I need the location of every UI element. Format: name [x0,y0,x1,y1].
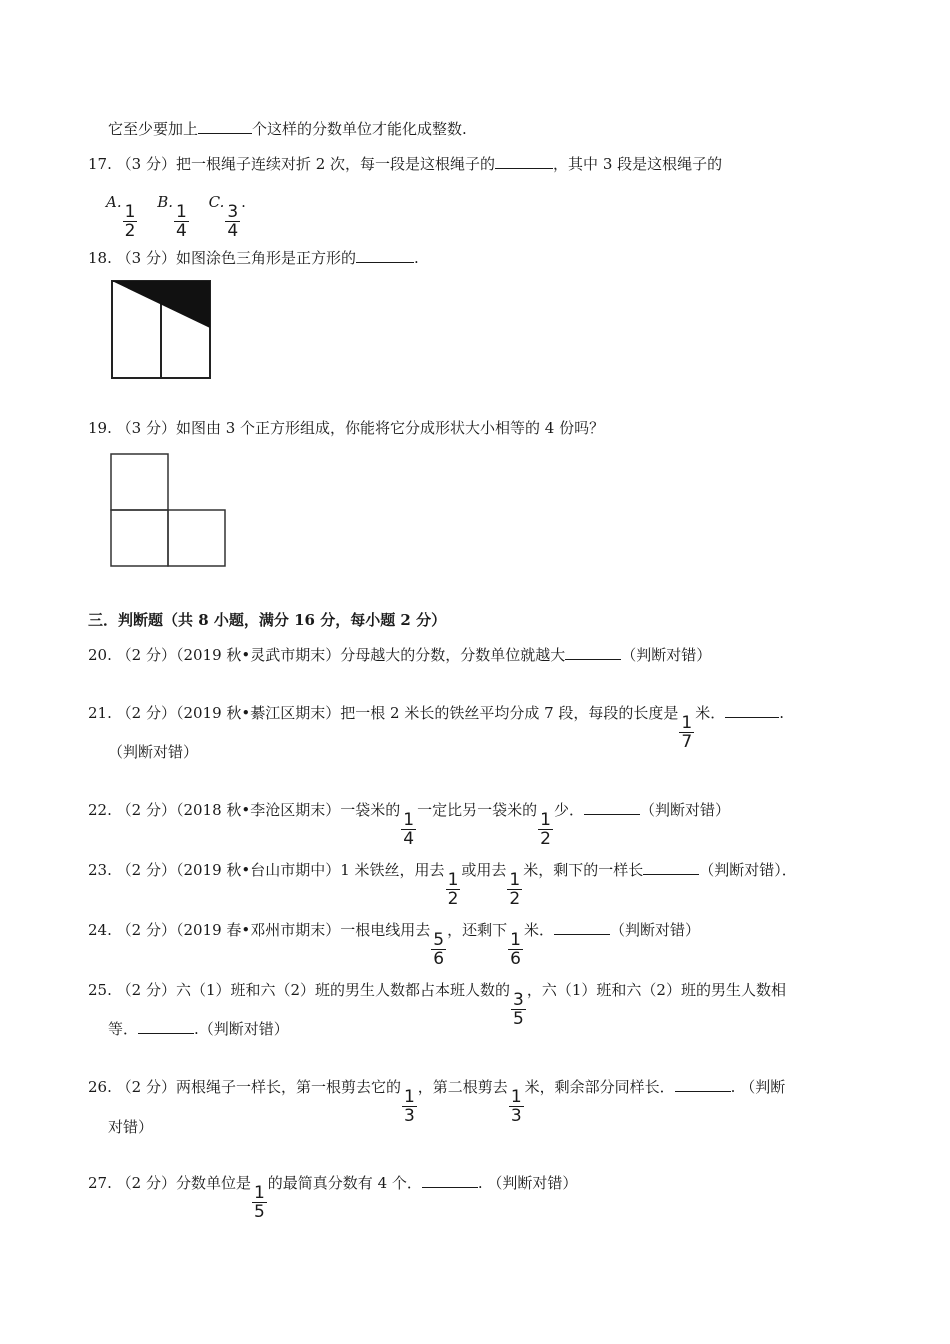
answer-blank[interactable] [422,1173,478,1188]
question-26: 26. （2 分）两根绳子一样长，第一根剪去它的 $\frac{1}{3}$ ，第二根剪去 $\frac{1}{3}$ 米，剩余部分同样长． . （判断 [88,1078,786,1126]
answer-blank[interactable] [138,1019,194,1034]
answer-blank[interactable] [675,1077,731,1092]
option-b[interactable]: B. $\frac{1}{4}$ [157,193,187,241]
fraction: $\frac{1}{2}$ [447,870,459,909]
answer-blank[interactable] [725,703,779,718]
fraction: $\frac{1}{7}$ [681,713,693,752]
question-21: 21. （2 分）（2019 秋•綦江区期末）把一根 2 米长的铁丝平均分成 7 段，每段的长度是 $\frac{1}{7}$ 米． . [88,704,785,752]
option-c[interactable]: C. $\frac{3}{4}$ . [208,193,246,241]
fraction: $\frac{5}{6}$ [433,930,445,969]
answer-blank[interactable] [554,920,610,935]
question-25-cont: 等． .（判断对错） [108,1020,289,1038]
fraction: $\frac{1}{4}$ [176,202,187,241]
bottom-right-square [168,510,225,566]
answer-blank[interactable] [565,645,621,660]
l-shape-figure [110,453,226,567]
answer-blank[interactable] [584,800,640,815]
question-23: 23. （2 分）（2019 秋•台山市期中）1 米铁丝，用去 $\frac{1}{2}$ 或用去 $\frac{1}{2}$ 米，剩下的一样长 （判断对错）． [88,861,797,909]
q16-continuation: 它至少要加上 个这样的分数单位才能化成整数. [108,120,467,138]
fraction: $\frac{1}{3}$ [510,1087,522,1126]
answer-blank[interactable] [495,154,553,169]
question-17: 17. （3 分）把一根绳子连续对折 2 次，每一段是这根绳子的 ，其中 3 段是这根绳子的 [88,155,723,173]
question-22: 22. （2 分）（2018 秋•李沧区期末）一袋米的 $\frac{1}{4}$ 一定比另一袋米的 $\frac{1}{2}$ 少． （判断对错） [88,801,730,849]
fraction: $\frac{1}{6}$ [510,930,521,969]
square-triangle-figure [111,280,211,380]
question-17-options [106,192,260,240]
fraction: $\frac{1}{2}$ [124,202,136,241]
question-25: 25. （2 分）六（1）班和六（2）班的男生人数都占本班人数的 $\frac{3}{5}$ ，六（1）班和六（2）班的男生人数相 [88,981,786,1029]
answer-blank[interactable] [356,248,414,263]
question-18: 18. （3 分）如图涂色三角形是正方形的 . [88,249,419,267]
fraction: $\frac{1}{3}$ [403,1087,415,1126]
fraction: $\frac{3}{4}$ [227,202,239,241]
option-a[interactable]: A. $\frac{1}{2}$ [106,193,136,241]
fraction: $\frac{1}{5}$ [253,1183,265,1222]
question-24: 24. （2 分）（2019 春•邓州市期末）一根电线用去 $\frac{5}{6}$ ，还剩下 $\frac{1}{6}$ 米． （判断对错） [88,921,700,969]
answer-blank[interactable] [198,119,252,134]
fraction: $\frac{3}{5}$ [513,990,524,1029]
question-27: 27. （2 分）分数单位是 $\frac{1}{5}$ 的最简真分数有 4 个． . （判断对错） [88,1174,578,1222]
top-square [111,454,168,510]
fraction: $\frac{1}{2}$ [540,810,551,849]
bottom-left-square [111,510,168,566]
answer-blank[interactable] [643,860,699,875]
question-20: 20. （2 分）（2019 秋•灵武市期末）分母越大的分数，分数单位就越大 （判断对错） [88,646,712,664]
question-19: 19. （3 分）如图由 3 个正方形组成，你能将它分成形状大小相等的 4 份吗？ [88,419,605,437]
question-26-cont: 对错） [108,1118,154,1136]
fraction: $\frac{1}{4}$ [403,810,415,849]
section-3-heading: 三．判断题（共 8 小题，满分 16 分，每小题 2 分） [88,611,447,629]
fraction: $\frac{1}{2}$ [509,870,521,909]
question-21-cont: （判断对错） [108,743,199,761]
